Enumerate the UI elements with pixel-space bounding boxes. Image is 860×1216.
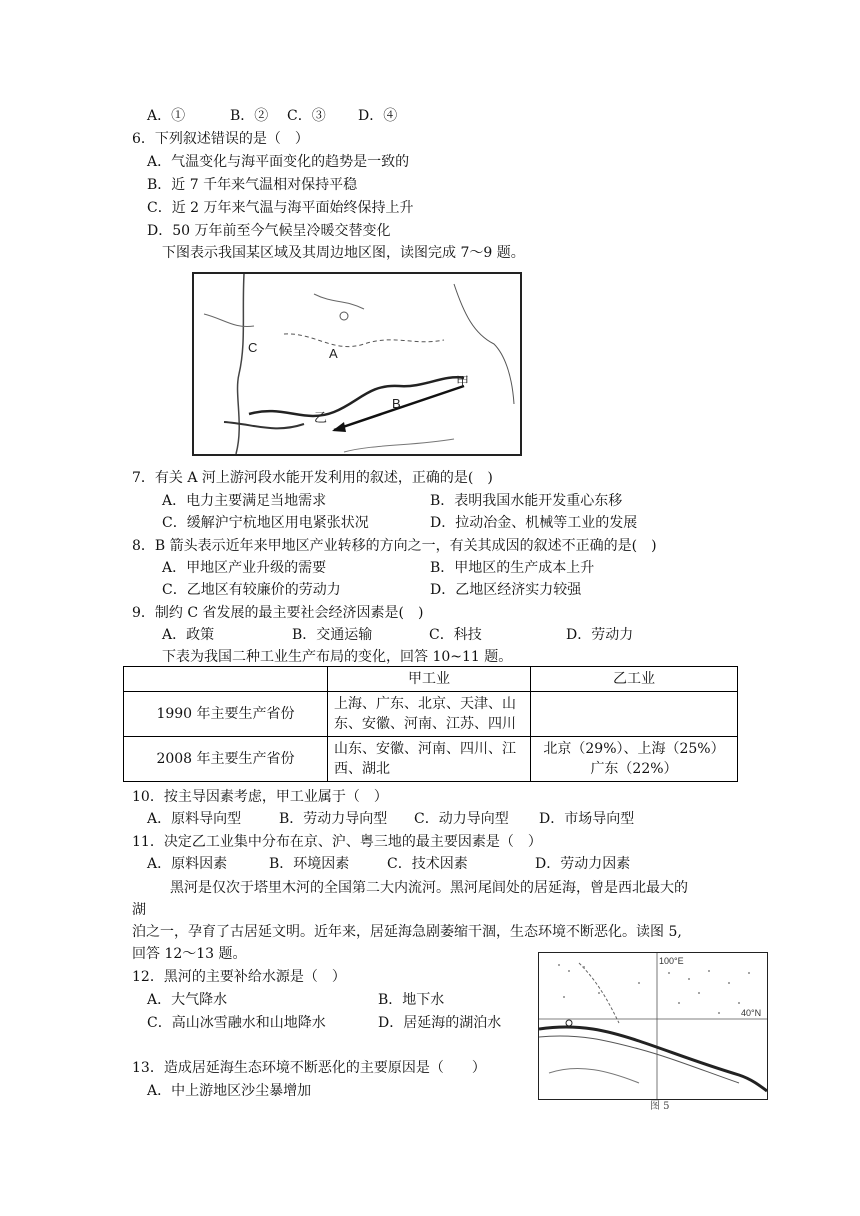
para-line-2: 湖 (132, 902, 146, 918)
cell-2008-yi-line2: 广东（22%） (590, 761, 678, 777)
q10-option-c: C．动力导向型 (414, 811, 509, 827)
q12-option-c: C．高山冰雪融水和山地降水 (147, 1015, 326, 1031)
q10-option-b: B．劳动力导向型 (279, 811, 388, 827)
intro-10-11: 下表为我国二种工业生产布局的变化，回答 10~11 题。 (162, 649, 513, 665)
q13-option-a: A．中上游地区沙尘暴增加 (147, 1083, 312, 1099)
q10-option-a: A．原料导向型 (147, 811, 242, 827)
cell-2008-yi-line1: 北京（29%）、上海（25%） (543, 741, 725, 757)
intro-7-9: 下图表示我国某区域及其周边地区图，读图完成 7～9 题。 (162, 245, 525, 261)
q12-option-d: D．居延海的湖泊水 (378, 1015, 502, 1031)
q6-option-c: C．近 2 万年来气温与海平面始终保持上升 (147, 200, 414, 216)
map-lon-label: 100°E (659, 956, 684, 966)
heihe-map-drawing (539, 953, 767, 1099)
para-line-3: 泊之一，孕育了古居延文明。近年来，居延海急剧萎缩干涸，生态环境不断恶化。读图 5, (132, 924, 682, 940)
map-caption: 图 5 (650, 1101, 670, 1112)
q10-option-d: D．市场导向型 (539, 811, 635, 827)
q7-stem: 7．有关 A 河上游河段水能开发利用的叙述，正确的是( ) (132, 470, 493, 486)
table-row (124, 692, 738, 737)
map-label-c: C (248, 340, 258, 355)
heihe-map (538, 952, 768, 1100)
cell-2008-jia (328, 737, 531, 782)
cell-2008-yi (531, 737, 738, 782)
q10-stem: 10．按主导因素考虑，甲工业属于（ ） (132, 789, 388, 805)
table-header-row (124, 667, 738, 692)
map-lat-label: 40°N (741, 1008, 762, 1018)
q8-option-d: D．乙地区经济实力较强 (430, 582, 582, 598)
q5-option-b: B．② (230, 108, 269, 124)
cell-1990-yi (531, 692, 738, 737)
q6-stem: 6．下列叙述错误的是（ ） (132, 131, 309, 147)
q11-option-b: B．环境因素 (269, 856, 350, 872)
q6-option-a: A．气温变化与海平面变化的趋势是一致的 (147, 154, 410, 170)
row-label-2008: 2008 年主要生产省份 (124, 737, 328, 782)
table-header-yi: 乙工业 (531, 667, 738, 692)
map-label-jia: 甲 (456, 374, 470, 389)
q11-stem: 11．决定乙工业集中分布在京、沪、粤三地的最主要因素是（ ） (132, 834, 542, 850)
q10-options (147, 808, 634, 830)
q11-option-c: C．技术因素 (387, 856, 468, 872)
industry-table (123, 666, 738, 782)
cell-1990-jia-line1: 上海、广东、北京、天津、山 (334, 696, 516, 712)
map-label-yi: 乙 (314, 410, 328, 425)
q7-option-c: C．缓解沪宁杭地区用电紧张状况 (162, 515, 369, 531)
row-label-1990: 1990 年主要生产省份 (124, 692, 328, 737)
q5-option-c: C．③ (287, 108, 326, 124)
q8-stem: 8．B 箭头表示近年来甲地区产业转移的方向之一，有关其成因的叙述不正确的是( ) (132, 538, 657, 554)
q8-option-c: C．乙地区有较廉价的劳动力 (162, 582, 341, 598)
q6-option-d: D．50 万年前至今气候呈冷暖交替变化 (147, 223, 391, 239)
q9-option-c: C．科技 (429, 627, 482, 643)
q9-option-a: A．政策 (162, 627, 215, 643)
cell-2008-jia-line1: 山东、安徽、河南、四川、江 (334, 741, 516, 757)
q11-option-d: D．劳动力因素 (535, 856, 631, 872)
para-line-4: 回答 12～13 题。 (132, 946, 247, 962)
cell-2008-jia-line2: 西、湖北 (334, 761, 390, 777)
map-label-b: B (392, 396, 401, 411)
q11-options (147, 853, 630, 875)
map-label-a: A (329, 346, 338, 361)
table-header-jia: 甲工业 (328, 667, 531, 692)
q7-option-a: A．电力主要满足当地需求 (162, 493, 327, 509)
q12-option-b: B．地下水 (378, 992, 445, 1008)
table-corner (124, 667, 328, 692)
q8-option-b: B．甲地区的生产成本上升 (430, 560, 595, 576)
q6-option-b: B．近 7 千年来气温相对保持平稳 (147, 177, 358, 193)
cell-1990-jia (328, 692, 531, 737)
q7-option-d: D．拉动冶金、机械等工业的发展 (430, 515, 638, 531)
q5-option-a: A．① (147, 108, 186, 124)
table-row (124, 737, 738, 782)
q9-stem: 9．制约 C 省发展的最主要社会经济因素是( ) (132, 605, 424, 621)
q11-option-a: A．原料因素 (147, 856, 228, 872)
q7-option-b: B．表明我国水能开发重心东移 (430, 493, 623, 509)
q5-option-d: D．④ (358, 108, 398, 124)
q12-stem: 12．黑河的主要补给水源是（ ） (132, 969, 346, 985)
para-line-1: 黑河是仅次于塔里木河的全国第二大内流河。黑河尾闾处的居延海，曾是西北最大的 (170, 880, 688, 896)
q8-option-a: A．甲地区产业升级的需要 (162, 560, 327, 576)
q5-options (147, 105, 397, 127)
q9-options (162, 624, 633, 646)
cell-1990-jia-line2: 东、安徽、河南、江苏、四川 (334, 716, 516, 732)
q9-option-d: D．劳动力 (566, 627, 634, 643)
q13-stem: 13．造成居延海生态环境不断恶化的主要原因是（ ） (132, 1060, 486, 1076)
q12-option-a: A．大气降水 (147, 992, 228, 1008)
region-map-drawing (194, 274, 520, 454)
region-map (192, 272, 522, 456)
q9-option-b: B．交通运输 (292, 627, 373, 643)
